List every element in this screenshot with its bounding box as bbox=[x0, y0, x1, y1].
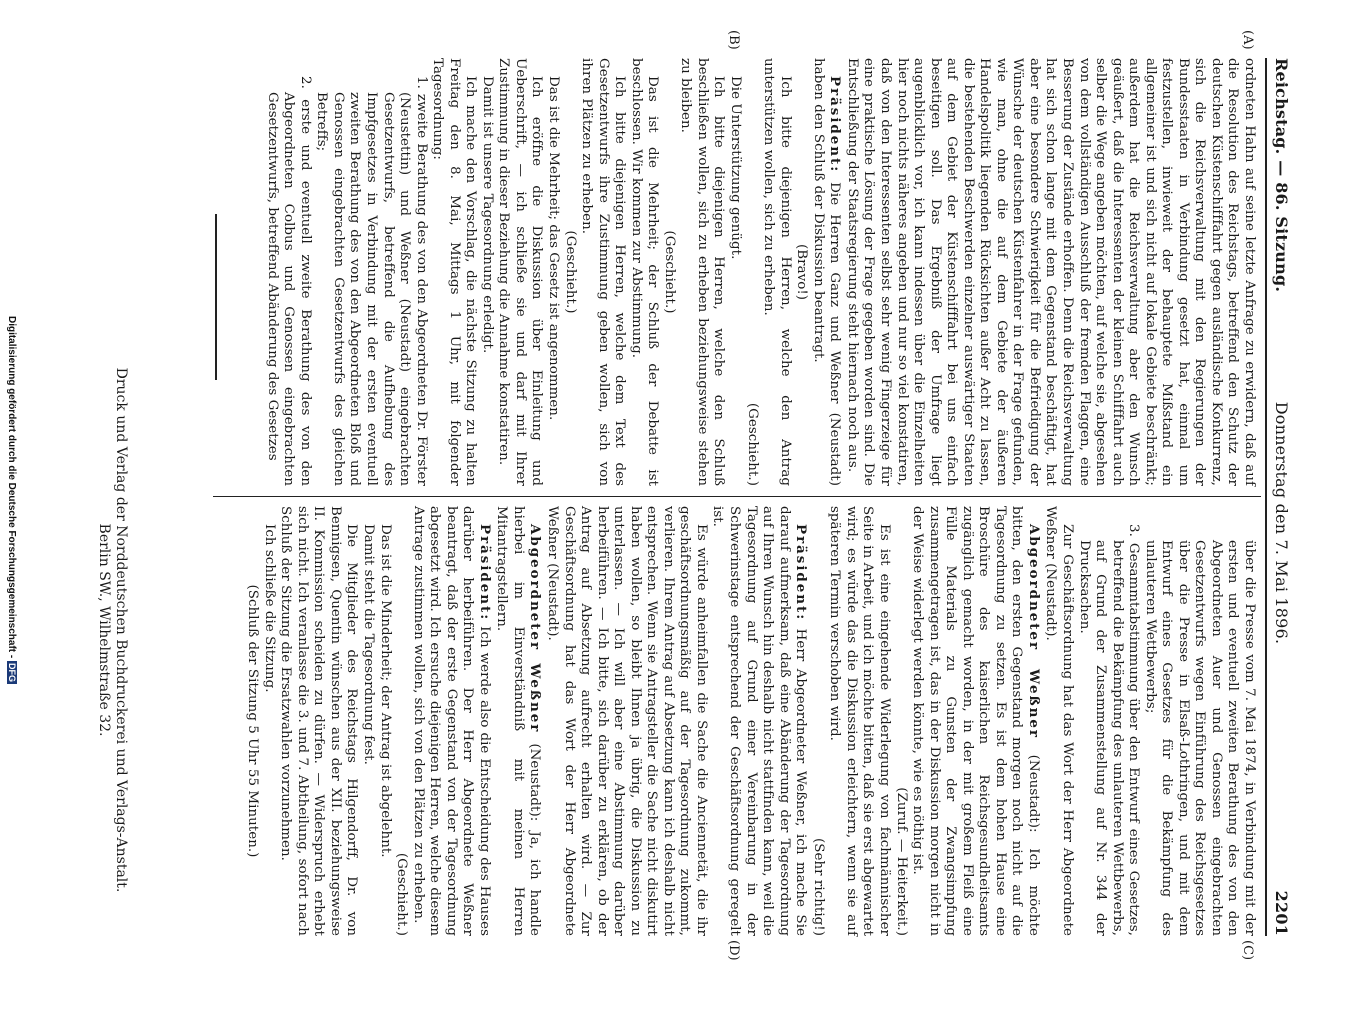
paragraph: über die Presse vom 7. Mai 1874, in Verbindung mit der ersten und eventuell zweiten Berathung des von den Abgeordneten Auer und Genossen eingebrachten Gesetzentwurfs wegen Einführung des Reichsgesetzes über die Presse in Elsaß-Lothringen, und mit dem Entwurf eines Gesetzes für die Bekämpfung des unlauteren Wettbewerbs; bbox=[1142, 540, 1257, 936]
agenda-item: 3. Gesammtabstimmung über den Entwurf eines Gesetzes, betreffend die Bekämpfung des unlauteren Wettbewerbs, auf Grund der Zusammenstellung auf Nr. 344 der Drucksachen. bbox=[1076, 524, 1142, 936]
agenda-item: 2. erste und eventuell zweite Berathung des von den Abgeordneten Colbus und Genossen eingebrachten Gesetzentwurfs, betreffend Abänderung des Gesetzes bbox=[264, 76, 313, 486]
paragraph-text: Die Herren Ganz und Weßner (Neustadt) haben den Schluß der Diskussion beantragt. bbox=[810, 58, 843, 486]
interjection: (Zuruf. — Heiterkeit.) bbox=[893, 787, 909, 936]
header-left: Reichstag. — 86. Sitzung. bbox=[1272, 58, 1291, 293]
paragraph: Die Unterstützung genügt. bbox=[728, 76, 744, 260]
imprint-line: Berlin SW., Wilhelmstraße 32. bbox=[96, 523, 112, 737]
paragraph: Das ist die Mehrheit; der Schluß der Debatte ist beschlossen. Wir kommen zur Abstimmung. bbox=[628, 58, 661, 486]
agenda-item: 1. zweite Berathung des von den Abgeordneten Dr. Förster (Neustettin) und Weßner (Neustadt) eingebrachten Gesetzentwurfs, betreffend die Aufhebung des Impfgesetzes in Verbindung mit der ersten eventuell zweiten Berathung des von den Abgeordneten Bloß und Genossen eingebrachten Gesetzentwurfs des gleichen Betreffs; bbox=[314, 76, 429, 486]
paragraph: Ich bitte diejenigen Herren, welche dem Text des Gesetzentwurfs ihre Zustimmung geben wollen, sich von ihren Plätzen zu erheben. bbox=[579, 58, 628, 486]
digitization-text: Digitalisierung gefördert durch die Deutsche Forschungsgemeinschaft - bbox=[6, 315, 17, 659]
paragraph: Zur Geschäftsordnung hat das Wort der Herr Abgeordnete Weßner (Neustadt). bbox=[1043, 506, 1075, 936]
page-number: 2201 bbox=[1272, 890, 1291, 936]
digitization-note bbox=[3, 0, 17, 1000]
speaker-label: Präsident: bbox=[827, 76, 844, 174]
paragraph bbox=[493, 506, 544, 936]
margin-letter-b: (B) bbox=[726, 30, 741, 50]
paragraph: Das ist die Mehrheit; das Gesetz ist angenommen. bbox=[546, 76, 562, 421]
paragraph bbox=[909, 506, 1042, 936]
paragraph-text: (Neustadt): Ich möchte bitten, den ersten Gegenstand morgen noch nicht auf die Tagesordnung zu setzen. Es ist dem hohen Hause eine Broschüre des kaiserlichen Reichsgesundheitsamts zugänglich gemacht worden, in der mit großem Fleiß eine Fülle Materials zu Gunsten der Zwangsimpfung zusammengetragen ist, das in der Diskussion morgen nicht in der Weise widerlegt werden könnte, wie es nöthig ist. bbox=[910, 506, 1041, 936]
interjection: (Geschieht.) bbox=[744, 402, 760, 486]
paragraph bbox=[709, 506, 809, 936]
imprint-line: Druck und Verlag der Norddeutschen Buchdruckerei und Verlags-Anstalt. bbox=[113, 367, 129, 893]
paragraph: Ich bitte diejenigen Herren, welche den Schluß beschließen wollen, sich zu erheben beziehungsweise stehen zu bleiben. bbox=[678, 58, 727, 486]
paragraph: Es würde anheimfallen die Sache die Anciennetät, die ihr geschäftsordnungsmäßig auf der Tagesordnung zukommt, verlieren. Ihrem Antrag auf Absetzung kann ich deshalb nicht entsprechen. Wenn sie Antragsteller die Sache nicht diskutirt haben wollen, so bleibt Ihnen ja übrig, die Diskussion zu unterlassen. — Ich will aber eine Abstimmung darüber herbeiführen. — Ich bitte, sich darüber zu erklären, ob der Antrag auf Absetzung aufrecht erhalten wird. — Zur Geschäftsordnung hat das Wort der Herr Abgeordnete Weßner (Neustadt). bbox=[545, 506, 709, 936]
paragraph: Die Mitglieder des Reichstags Hilgendorff, Dr. von Bennigsen, Quentin wünschen aus der XII. beziehungsweise II. Kommission scheiden zu dürfen. — Widerspruch erhebt sich nicht. Ich veranlasse die 3. und 7. Abtheilung, sofort nach Schluß der Sitzung die Ersatzwahlen vorzunehmen. bbox=[278, 506, 360, 936]
paragraph: Damit steht die Tagesordnung fest. bbox=[361, 524, 377, 765]
paragraph-text: Herr Abgeordneter Weßner, ich mache Sie darauf aufmerksam, daß eine Abänderung der Tagesordnung auf Ihren Wunsch hin deshalb nicht stattfinden kann, weil die Tagesordnung auf Grund einer Vereinbarung in der Schwerinstage entsprechend der Geschäftsordnung geregelt ist. bbox=[710, 506, 809, 936]
interjection: (Geschieht.) bbox=[661, 230, 677, 314]
interjection: (Sehr richtig!) bbox=[810, 837, 826, 936]
paragraph: Ich bitte diejenigen Herren, welche den Antrag unterstützen wollen, sich zu erheben. bbox=[761, 58, 793, 486]
dfg-logo: DFG bbox=[7, 663, 17, 683]
page-header bbox=[1269, 58, 1291, 936]
interjection: (Geschieht.) bbox=[562, 230, 578, 314]
paragraph-text: (Neustadt): Ja, ich handle hierbei im Einverständniß mit meinen Herren Mitantragstellern. bbox=[494, 506, 543, 936]
paragraph: Damit ist unsere Tagesordnung erledigt. bbox=[479, 76, 495, 354]
interjection: (Bravo!) bbox=[794, 243, 810, 301]
speaker-label: Abgeordneter Weßner bbox=[1025, 524, 1042, 739]
paragraph: Ich mache den Vorschlag, die nächste Sitzung zu halten Freitag den 8. Mai, Mittags 1 Uhr, mit folgender Tagesordnung: bbox=[430, 58, 479, 486]
margin-letter-d: (D) bbox=[726, 940, 741, 961]
speaker-label: Abgeordneter Weßner bbox=[527, 524, 544, 734]
header-rule bbox=[1265, 58, 1267, 936]
speaker-label: Präsident: bbox=[476, 524, 493, 622]
paragraph: Ich schließe die Sitzung. bbox=[261, 524, 277, 693]
paragraph: Das ist die Minderheit; der Antrag ist abgelehnt. bbox=[377, 524, 393, 858]
interjection: (Geschieht.) bbox=[394, 852, 410, 936]
paragraph: Es ist eine eingehende Widerlegung von fachmännischer Seite in Arbeit, und ich möchte bitten, daß sie erst abgewartet wird; es würde das die Diskussion erleichtern, wenn sie auf späteren Termin verschoben wird. bbox=[827, 506, 892, 936]
closing-note: (Schluß der Sitzung 5 Uhr 55 Minuten.) bbox=[245, 584, 261, 858]
end-rule bbox=[215, 214, 217, 380]
column-divider bbox=[213, 496, 1261, 497]
left-column bbox=[263, 58, 1257, 486]
margin-letter-c: (C) bbox=[1240, 940, 1255, 961]
paragraph bbox=[409, 506, 493, 936]
right-column bbox=[244, 506, 1257, 936]
paragraph: Ich eröffne die Diskussion über Einleitung und Ueberschrift, — ich schließe sie und darf mit Ihrer Zustimmung in dieser Beziehung die Annahme konstatiren. bbox=[496, 58, 545, 486]
paragraph: ordneten Hahn auf seine letzte Anfrage zu erwidern, daß auf die Resolution des Reichstags, betreffend den Schutz der deutschen Küstenschifffahrt gegen ausländische Konkurrenz, sich die Reichsverwaltung mit den Regierungen der Bundesstaaten in Verbindung gesetzt hat, einmal um festzustellen, inwieweit der behauptete Mißstand ein allgemeiner ist und sich nicht auf lokale Gebiete beschränkt; außerdem hat die Reichsverwaltung aber den Wunsch geäußert, daß die Interessenten der kleinen Schifffahrt auch selber die Wege angeben möchten, auf welche sie, abgesehen von dem vollständigen Ausschluß der fremden Flaggen, eine Besserung der Zustände erhoffen. Denn die Reichsverwaltung hat sich schon lange mit dem Gegenstand beschäftigt, hat aber eine besondere Schwierigkeit für die Befriedigung der Wünsche der deutschen Küstenfahrer in der Frage gefunden, wie man, ohne die auf dem Gebiete der äußeren Handelspolitik liegenden Rücksichten außer Acht zu lassen, die bestehenden Beschwerden einzelner auswärtiger Staaten auf dem Gebiet der Küstenschifffahrt bei uns einfach beseitigen soll. Das Ergebniß der Umfrage liegt augenblicklich vor, ich kann indessen über die Einzelheiten hier noch nichts näheres angeben und nur so viel konstatiren, daß von den Interessenten selbst sehr wenig Fingerzeige für eine praktische Lösung der Frage gegeben worden sind. Die Entschließung der Staatsregierung steht hiernach noch aus. bbox=[844, 58, 1257, 486]
imprint bbox=[95, 250, 129, 1010]
header-center: Donnerstag den 7. Mai 1896. bbox=[1272, 401, 1291, 645]
paragraph bbox=[809, 58, 843, 486]
paragraph-text: Ich werde also die Entscheidung des Hauses darüber herbeiführen. Der Herr Abgeordnete Weßner beantragt, daß der erste Gegenstand von der Tagesordnung abgesetzt wird. Ich ersuche diejenigen Herren, welche diesem Antrage zustimmen wollen, sich von den Plätzen zu erheben. bbox=[410, 506, 492, 936]
speaker-label: Präsident: bbox=[793, 524, 810, 622]
margin-letter-a: (A) bbox=[1240, 30, 1255, 50]
